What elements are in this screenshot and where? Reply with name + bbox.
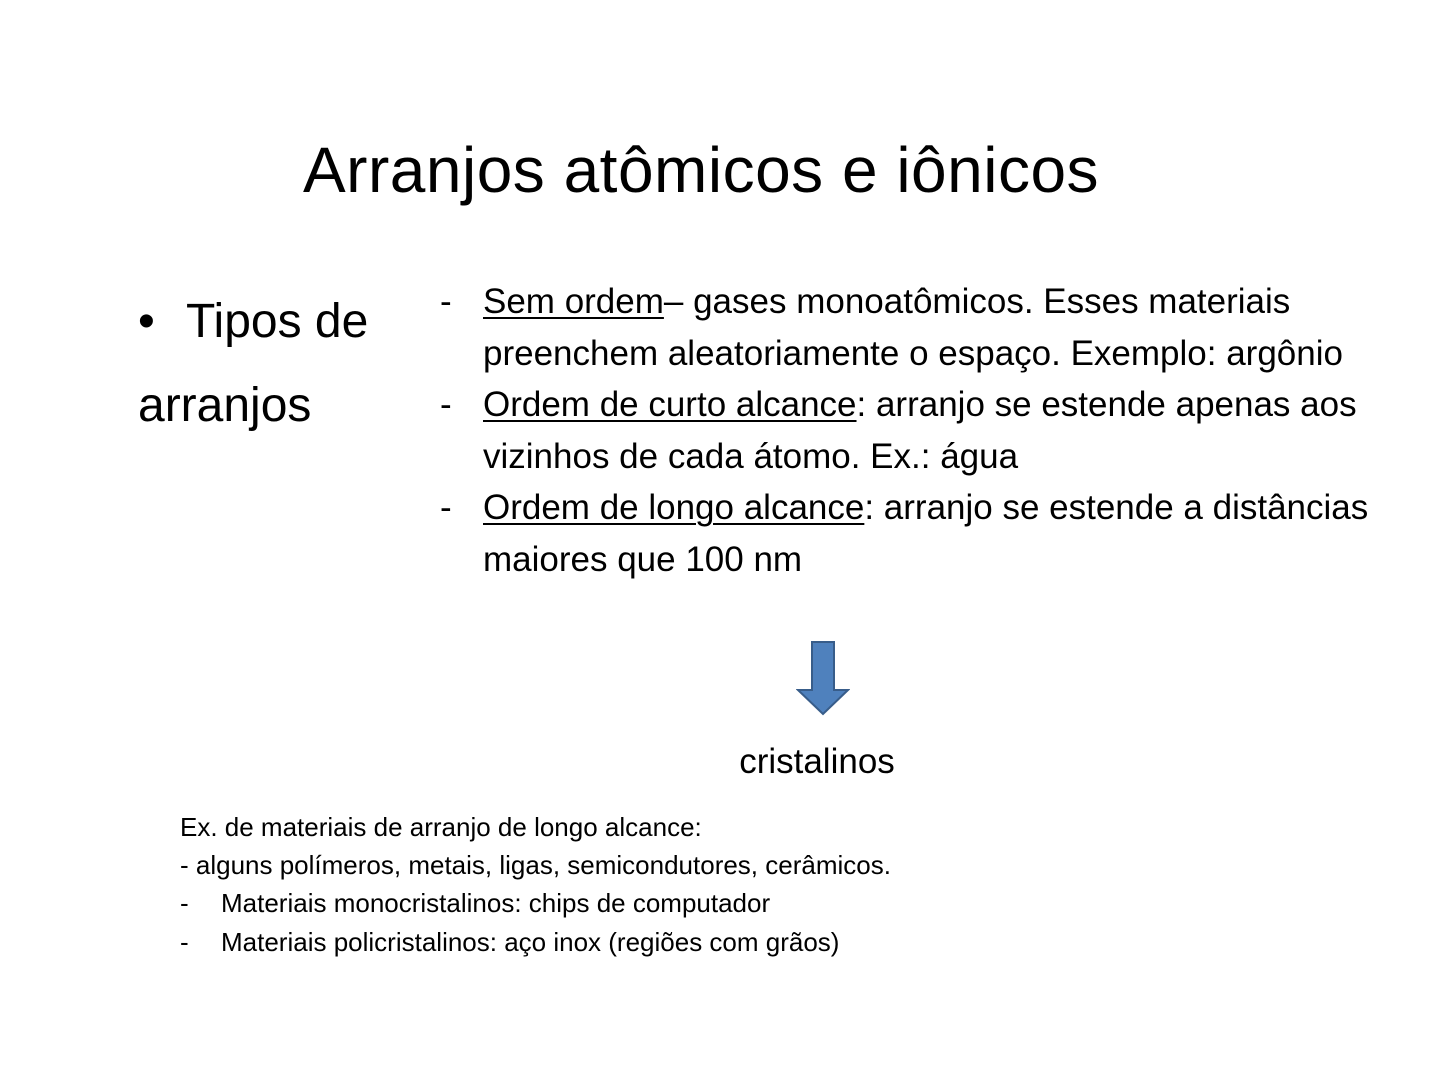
- example-item-text: Materiais policristalinos: aço inox (regiões com grãos): [221, 927, 840, 957]
- list-dash: -: [440, 282, 452, 321]
- list-dash: -: [180, 927, 189, 957]
- arrow-label: cristalinos: [739, 742, 895, 781]
- bullet-marker: •: [138, 295, 155, 348]
- arrangement-list: [440, 276, 1400, 585]
- arrangement-item-curto-alcance: [440, 379, 1400, 482]
- down-arrow-icon: [796, 640, 850, 716]
- down-arrow-shape: [798, 642, 848, 714]
- arrangement-item-longo-alcance: [440, 482, 1400, 585]
- left-bullet-line1: [138, 280, 428, 364]
- examples-heading: Ex. de materiais de arranjo de longo alcance:: [180, 812, 702, 842]
- example-item-policristalinos: [180, 923, 1180, 962]
- arrangement-description: : arranjo se estende apenas aos vizinhos de cada átomo. Ex.: água: [483, 385, 1357, 476]
- example-item-text: Materiais monocristalinos: chips de computador: [221, 888, 771, 918]
- arrangement-description: : arranjo se estende a distâncias maiores que 100 nm: [483, 488, 1369, 579]
- slide-title: Arranjos atômicos e iônicos: [302, 134, 1100, 206]
- left-bullet: [138, 280, 428, 448]
- list-dash: -: [180, 888, 189, 918]
- arrangement-item-sem-ordem: [440, 276, 1400, 379]
- arrangement-term: Ordem de longo alcance: [483, 488, 865, 527]
- left-bullet-line2: arranjos: [138, 379, 312, 432]
- list-dash: -: [440, 488, 452, 527]
- examples-line: - alguns polímeros, metais, ligas, semicondutores, cerâmicos.: [180, 850, 891, 880]
- list-dash: -: [440, 385, 452, 424]
- left-bullet-text-1: Tipos de: [186, 295, 369, 348]
- arrangement-term: Ordem de curto alcance: [483, 385, 857, 424]
- arrangement-description: – gases monoatômicos. Esses materiais preenchem aleatoriamente o espaço. Exemplo: argônio: [483, 282, 1343, 373]
- examples-block: [180, 808, 1180, 962]
- example-item-monocristalinos: [180, 884, 1180, 923]
- arrangement-term: Sem ordem: [483, 282, 664, 321]
